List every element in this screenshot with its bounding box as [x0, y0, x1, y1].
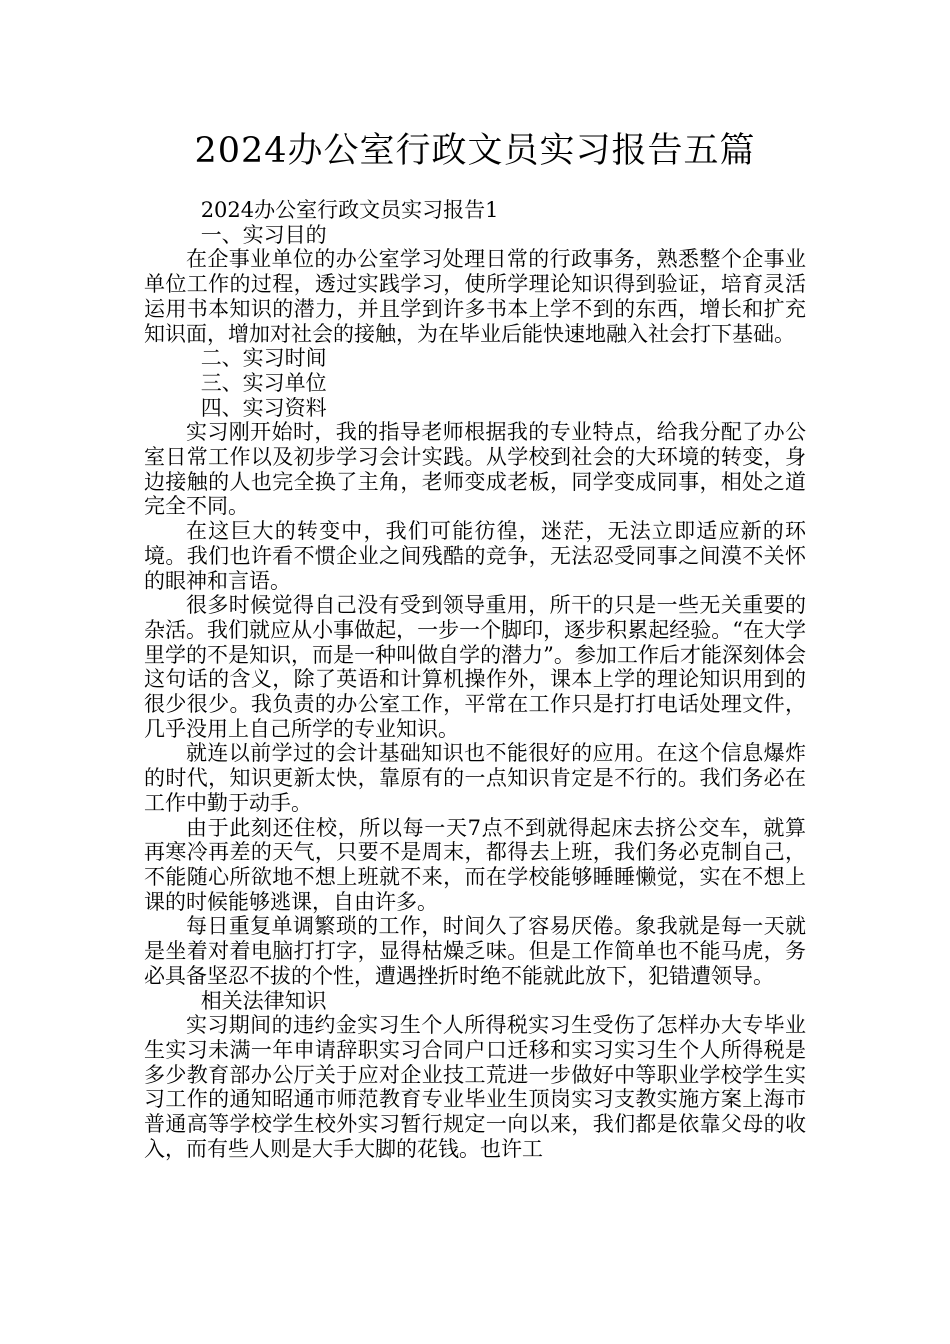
paragraph: 在企事业单位的办公室学习处理日常的行政事务，熟悉整个企事业单位工作的过程，透过实践学习，使所学理论知识得到验证，培育灵活运用书本知识的潜力，并且学到许多书本上学不到的东西，增长和扩充知识面，增加对社会的接触，为在毕业后能快速地融入社会打下基础。 [144, 247, 806, 346]
section-heading-materials: 四、实习资料 [200, 395, 327, 420]
paragraph: 由于此刻还住校，所以每一天7点不到就得起床去挤公交车，就算再寒冷再差的天气，只要不是周末，都得去上班，我们务必克制自己，不能随心所欲地不想上班就不来，而在学校能够睡睡懒觉，实在不想上课的时候能够逃课，自由许多。 [144, 815, 806, 914]
paragraph: 在这巨大的转变中，我们可能彷徨，迷茫，无法立即适应新的环境。我们也许看不惯企业之间残酷的竞争，无法忍受同事之间漠不关怀的眼神和言语。 [144, 519, 806, 593]
document-body [144, 198, 806, 1161]
section-heading-legal: 相关法律知识 [200, 988, 327, 1013]
paragraph: 实习期间的违约金实习生个人所得税实习生受伤了怎样办大专毕业生实习未满一年申请辞职实习合同户口迁移和实习实习生个人所得税是多少教育部办公厅关于应对企业技工荒进一步做好中等职业学校学生实习工作的通知昭通市师范教育专业毕业生顶岗实习支教实施方案上海市普通高等学校学生校外实习暂行规定一向以来，我们都是依靠父母的收入，而有些人则是大手大脚的花钱。也许工 [144, 1013, 806, 1161]
section-heading-unit: 三、实习单位 [200, 370, 327, 395]
paragraph: 实习刚开始时，我的指导老师根据我的专业特点，给我分配了办公室日常工作以及初步学习会计实践。从学校到社会的大环境的转变，身边接触的人也完全换了主角，老师变成老板，同学变成同事，相处之道完全不同。 [144, 420, 806, 519]
document-title: 2024办公室行政文员实习报告五篇 [194, 131, 756, 171]
paragraph: 很多时候觉得自己没有受到领导重用，所干的只是一些无关重要的杂活。我们就应从小事做起，一步一个脚印，逐步积累起经验。“在大学里学的不是知识，而是一种叫做自学的潜力”。参加工作后才能深刻体会这句话的含义，除了英语和计算机操作外，课本上学的理论知识用到的很少很少。我负责的办公室工作，平常在工作只是打打电话处理文件，几乎没用上自己所学的专业知识。 [144, 593, 806, 741]
section-heading-time: 二、实习时间 [200, 346, 327, 371]
section-heading-purpose: 一、实习目的 [200, 222, 327, 247]
report-heading: 2024办公室行政文员实习报告1 [200, 198, 499, 222]
paragraph: 就连以前学过的会计基础知识也不能很好的应用。在这个信息爆炸的时代，知识更新太快，靠原有的一点知识肯定是不行的。我们务必在工作中勤于动手。 [144, 741, 806, 815]
paragraph: 每日重复单调繁琐的工作，时间久了容易厌倦。象我就是每一天就是坐着对着电脑打打字，显得枯燥乏味。但是工作简单也不能马虎，务必具备坚忍不拔的个性，遭遇挫折时绝不能就此放下，犯错遭领导。 [144, 914, 806, 988]
